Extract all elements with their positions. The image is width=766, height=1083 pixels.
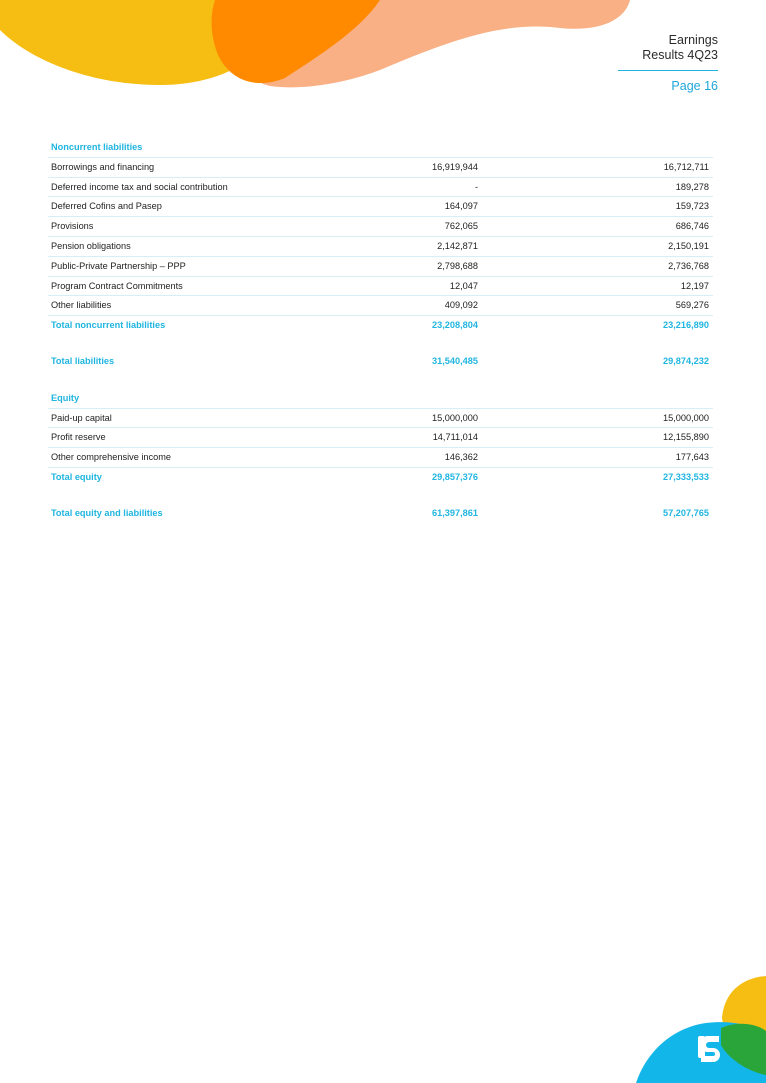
row-value-prior: 12,155,890 [663,432,709,443]
total-value-prior: 23,216,890 [663,320,709,331]
row-value-current: 2,142,871 [437,240,478,251]
total-row-liabilities [48,352,713,371]
row-value-current: 146,362 [444,452,478,463]
total-row-equity-and-liabilities [48,504,713,523]
row-value-prior: 2,736,768 [668,260,709,271]
row-value-current: 409,092 [444,300,478,311]
section-heading-label: Noncurrent liabilities [51,142,143,152]
row-value-prior: 12,197 [680,280,709,291]
spacer [48,371,713,389]
report-title-line2: Results 4Q23 [642,48,718,62]
row-value-prior: 15,000,000 [663,412,709,423]
header-divider [618,70,718,71]
total-row-equity [48,468,713,487]
section-heading-label: Equity [51,392,80,403]
row-value-prior: 189,278 [675,181,709,192]
row-value-prior: 16,712,711 [663,161,709,172]
row-label: Borrowings and financing [51,161,155,172]
row-value-prior: 2,150,191 [668,240,709,251]
total-value-current: 29,857,376 [432,471,478,482]
total-label: Total noncurrent liabilities [51,320,166,331]
report-title-line1: Earnings [668,33,718,47]
table-row [48,197,713,217]
balance-sheet-table [48,138,713,523]
total-label: Total equity and liabilities [51,508,163,519]
row-label: Paid-up capital [51,412,112,423]
bottom-decoration [636,973,766,1083]
row-label: Deferred Cofins and Pasep [51,201,162,212]
section-heading-equity [48,389,713,409]
table-row [48,296,713,316]
row-value-current: 16,919,944 [432,161,478,172]
row-label: Other liabilities [51,300,112,311]
row-label: Provisions [51,221,94,232]
report-header [618,33,718,93]
page-number: Page 16 [671,79,718,93]
total-value-prior: 27,333,533 [663,471,709,482]
row-label: Program Contract Commitments [51,280,183,291]
row-value-current: 762,065 [444,221,478,232]
spacer [48,335,713,353]
total-value-prior: 29,874,232 [663,356,709,367]
row-value-prior: 177,643 [675,452,709,463]
section-heading-noncurrent [48,138,713,158]
table-row [48,237,713,257]
row-value-current: - [474,181,478,192]
total-label: Total liabilities [51,356,115,367]
row-label: Deferred income tax and social contribution [51,181,228,192]
top-decoration [0,0,640,95]
table-row [48,448,713,468]
row-label: Other comprehensive income [51,452,172,463]
total-row-noncurrent [48,316,713,335]
row-value-prior: 159,723 [675,201,709,212]
row-label: Profit reserve [51,432,106,443]
table-row [48,277,713,297]
table-row [48,158,713,178]
total-value-current: 31,540,485 [432,356,478,367]
row-label: Pension obligations [51,240,131,251]
total-label: Total equity [51,471,102,482]
table-row [48,428,713,448]
row-value-current: 2,798,688 [437,260,478,271]
total-value-current: 23,208,804 [432,320,478,331]
table-row [48,257,713,277]
table-row [48,178,713,198]
table-row [48,409,713,429]
spacer [48,487,713,505]
total-value-current: 61,397,861 [432,508,478,519]
row-value-prior: 686,746 [675,221,709,232]
row-value-current: 164,097 [444,201,478,212]
total-value-prior: 57,207,765 [663,508,709,519]
row-value-current: 12,047 [449,280,478,291]
row-value-current: 14,711,014 [432,432,478,443]
row-value-prior: 569,276 [675,300,709,311]
row-label: Public-Private Partnership – PPP [51,260,186,271]
row-value-current: 15,000,000 [432,412,478,423]
table-row [48,217,713,237]
